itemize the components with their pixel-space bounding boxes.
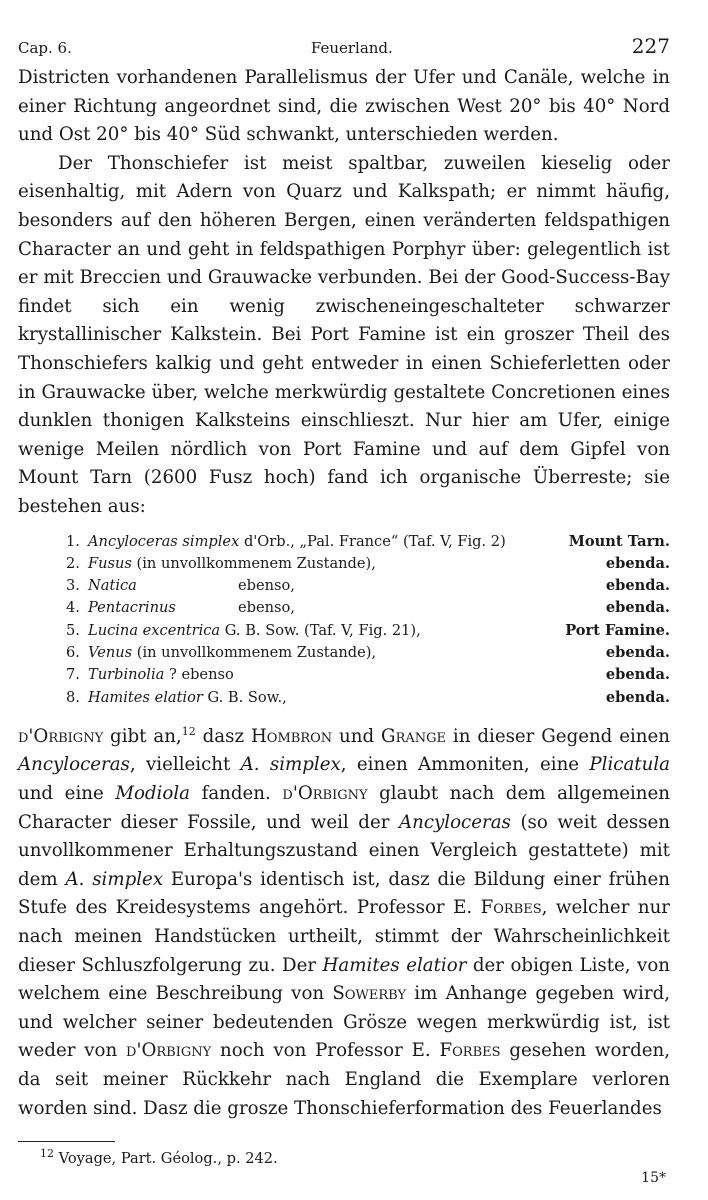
text-run: in dieser Gegend einen — [446, 725, 671, 747]
text-run: und — [332, 725, 382, 747]
species-name: Lucina excentrica — [88, 621, 221, 639]
species-note: G. B. Sow., — [207, 688, 287, 706]
species-name: Pentacrinus — [88, 599, 176, 617]
text-run: gesehen worden, da seit meiner Rückkehr nach England die Exemplare verloren worden sind. Dasz die grosze Thonschieferformation des Feuerlandes — [18, 1040, 670, 1119]
paragraph-1: Districten vorhandenen Parallelismus der Ufer und Canäle, welche in einer Richtung angeordnet sind, die zwischen West 20° bis 40° Nord und Ost 20° bis 40° Süd schwankt, unterschieden werden. — [18, 67, 670, 146]
text-run: , einen Ammoniten, eine — [340, 754, 590, 776]
paragraph-2: Der Thonschiefer ist meist spaltbar, zuweilen kieselig oder eisenhaltig, mit Adern von Quarz und Kalkspath; er nimmt häufig, besonders auf den höheren Bergen, einen veränderten feldspathigen Character an und geht in feldspathigen Porphyr über: gelegentlich ist er mit Breccien und Grauwacke verbunden. Bei der Good-Success-Bay findet sich ein wenig zwischeneingeschalteter schwarzer krystallinischer Kalkstein. Bei Port Famine ist ein groszer Theil des Thonschiefers kalkig und geht entweder in einen Schieferletten oder in Grauwacke über, welche merkwürdig gestaltete Concretionen eines dunklen thonigen Kalksteins einschlieszt. Nur hier am Ufer, einige wenige Meilen nördlich von Port Famine und auf dem Gipfel von Mount Tarn (2600 Fusz hoch) fand ich organische Überreste; sie bestehen aus: — [18, 152, 670, 517]
footnote — [40, 1147, 670, 1168]
paragraph-3 — [18, 723, 670, 1123]
species-note: ? ebenso — [168, 666, 234, 684]
text-run: dasz — [195, 725, 251, 747]
list-item — [66, 620, 670, 642]
text-run: und eine — [18, 783, 116, 805]
running-title: Feuerland. — [310, 39, 393, 57]
text-run: Europa's identisch ist, dasz die Bildung einer frühen Stufe des Kreidesystems angehört. Professor E. — [18, 868, 670, 919]
text-run: im Anhange gegeben wird, und welcher seiner bedeutenden Grösze wegen merkwürdig ist, ist weder von — [18, 983, 670, 1062]
locality: ebenda. — [605, 554, 670, 572]
footnote-rule — [18, 1141, 115, 1142]
list-item — [66, 664, 670, 686]
text-run: glaubt nach dem allgemeinen Character dieser Fossile, und weil der — [18, 783, 670, 833]
species-name: Venus — [88, 643, 133, 661]
list-number: 8. — [66, 688, 80, 706]
species-note: ebenso, — [238, 599, 295, 617]
list-item — [66, 531, 670, 553]
author-name: Forbes — [480, 897, 542, 919]
taxon-name: Ancyloceras — [18, 754, 130, 776]
footnote-ref[interactable]: 12 — [181, 724, 196, 738]
list-number: 2. — [66, 554, 80, 572]
author-name: d'Orbigny — [282, 783, 368, 805]
author-name: d'Orbigny — [18, 725, 104, 747]
author-name: d'Orbigny — [126, 1040, 212, 1062]
species-name: Turbinolia — [88, 666, 165, 684]
species-name: Ancyloceras simplex — [88, 532, 240, 550]
species-name: Natica — [88, 577, 137, 595]
species-name: Fusus — [88, 554, 132, 572]
taxon-name: Modiola — [115, 783, 190, 805]
locality: ebenda. — [605, 666, 670, 684]
taxon-name: A. simplex — [240, 754, 341, 776]
locality: Port Famine. — [565, 621, 670, 639]
species-note: d'Orb., „Pal. France“ (Taf. V, Fig. 2) — [243, 532, 506, 550]
list-number: 6. — [66, 643, 80, 661]
list-number: 7. — [66, 666, 80, 684]
species-note: (in unvollkommenem Zustande), — [136, 643, 377, 661]
list-number: 3. — [66, 577, 80, 595]
text-run: , vielleicht — [129, 754, 241, 776]
signature-mark: 15* — [641, 1170, 666, 1186]
list-item — [66, 575, 670, 597]
footnote-text: Voyage, Part. Géolog., p. 242. — [54, 1150, 278, 1168]
chapter-label: Cap. 6. — [18, 39, 72, 57]
locality: ebenda. — [605, 599, 670, 617]
list-item — [66, 597, 670, 619]
page-number: 227 — [631, 34, 670, 58]
species-note: G. B. Sow. (Taf. V, Fig. 21), — [224, 621, 421, 639]
taxon-name: Plicatula — [589, 754, 670, 776]
text-run: gibt an, — [103, 725, 182, 747]
locality: ebenda. — [605, 577, 670, 595]
text-run: noch von Professor E. — [211, 1040, 440, 1062]
locality: Mount Tarn. — [568, 532, 670, 550]
list-item — [66, 553, 670, 575]
list-item — [66, 687, 670, 709]
author-name: Sowerby — [332, 983, 407, 1005]
footnote-number: 12 — [40, 1147, 54, 1161]
author-name: Hombron — [250, 725, 333, 747]
taxon-name: Hamites elatior — [322, 954, 467, 976]
author-name: Forbes — [439, 1040, 501, 1062]
fossil-list — [66, 531, 670, 709]
text-run: (so weit dessen unvollkommener Erhaltungszustand einen Vergleich gestattete) mit dem — [18, 811, 670, 890]
book-page — [18, 34, 670, 1167]
text-run: der obigen Liste, von welchem eine Beschreibung von — [18, 954, 670, 1005]
locality: ebenda. — [605, 688, 670, 706]
list-item — [66, 642, 670, 664]
species-note: (in unvollkommenem Zustande), — [136, 554, 376, 572]
taxon-name: A. simplex — [65, 868, 164, 890]
locality: ebenda. — [605, 643, 670, 661]
author-name: Grange — [381, 725, 447, 747]
list-number: 5. — [66, 621, 80, 639]
text-run: , welcher nur nach meinen Handstücken urtheilt, stimmt der Wahrscheinlichkeit dieser Schluszfolgerung zu. Der — [18, 897, 670, 976]
running-header — [18, 34, 670, 58]
species-name: Hamites elatior — [88, 688, 203, 706]
list-number: 4. — [66, 599, 80, 617]
text-run: fanden. — [190, 783, 283, 805]
list-number: 1. — [66, 532, 80, 550]
species-note: ebenso, — [238, 577, 295, 595]
taxon-name: Ancyloceras — [398, 811, 511, 833]
